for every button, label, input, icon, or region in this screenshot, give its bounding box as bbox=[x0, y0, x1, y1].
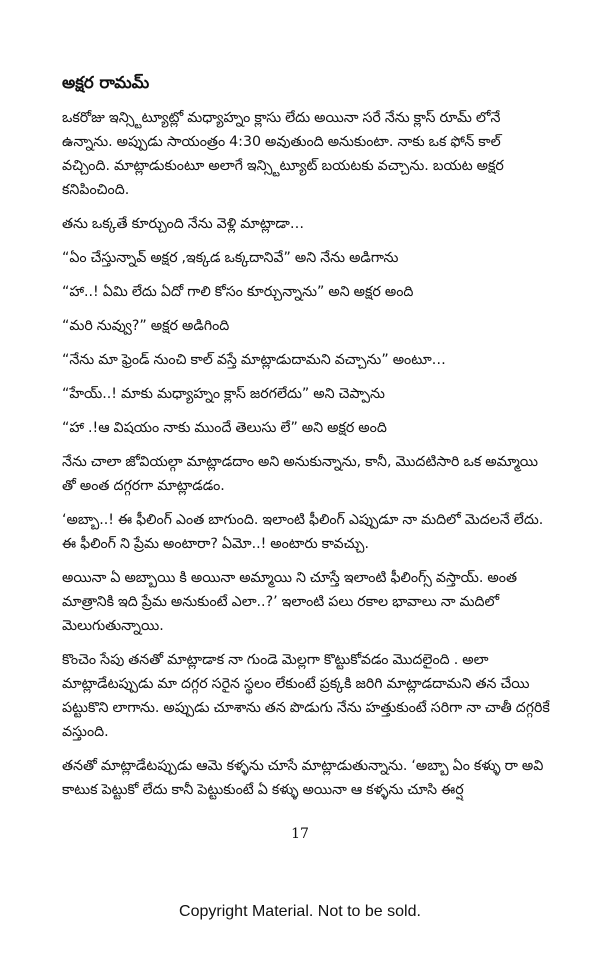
paragraph: “ఏం చేస్తున్నావ్ అక్షర ,ఇక్కడ ఒక్కదానివే” అని నేను అడిగాను bbox=[62, 250, 399, 266]
paragraph: ఒకరోజు ఇన్స్టిట్యూట్లో మధ్యాహ్నం క్లాసు లేదు అయినా సరే నేను క్లాస్ రూమ్ లోనే ఉన్నాను. అప్పుడు సాయంత్రం 4:30 అవుతుంది అనుకుంటా. నాకు ఒక ఫోన్ కాల్ వచ్చింది. మాట్లాడుకుంటూ అలాగే ఇన్స్టిట్యూట్ బయటకు వచ్చాను. బయట అక్షర కనిపించింది. bbox=[62, 110, 504, 198]
paragraph: “హా .!ఆ విషయం నాకు ముందే తెలుసు లే” అని అక్షర అంది bbox=[62, 420, 387, 436]
document-body bbox=[62, 72, 550, 812]
chapter-heading: అక్షర రామమ్ bbox=[62, 73, 150, 92]
paragraph: “హేయ్..! మాకు మధ్యాహ్నం క్లాస్ జరగలేదు” అని చెప్పాను bbox=[62, 386, 385, 402]
copyright-notice: Copyright Material. Not to be sold. bbox=[179, 903, 421, 920]
paragraph: అయినా ఏ అబ్బాయి కి అయినా అమ్మాయి ని చూస్తే ఇలాంటి ఫీలింగ్స్ వస్తాయ్. అంత మాత్రానికి ఇది ప్రేమ అనుకుంటే ఎలా..?’ ఇలాంటి పలు రకాల భావాలు నా మదిలో మెలుగుతున్నాయి. bbox=[62, 570, 517, 634]
paragraph: “మరి నువ్వు?” అక్షర అడిగింది bbox=[62, 318, 230, 334]
paragraph: కొంచెం సేపు తనతో మాట్లాడాక నా గుండె మెల్లగా కొట్టుకోవడం మొదలైంది . అలా మాట్లాడేటప్పుడు మా దగ్గర సరైన స్థలం లేకుంటే ప్రక్కకి జరిగి మాట్లాడదామని తన చేయి పట్టుకొని లాగాను. అప్పుడు చూశాను తన పొడుగు నేను హత్తుకుంటే సరిగా నా చాతీ దగ్గరికే వస్తుంది. bbox=[62, 652, 550, 740]
paragraph: ‘అబ్బా..! ఈ ఫీలింగ్ ఎంత బాగుంది. ఇలాంటి ఫీలింగ్ ఎప్పుడూ నా మదిలో మెదలనే లేదు. ఈ ఫీలింగ్ ని ప్రేమ అంటారా? ఏమో..! అంటారు కావచ్చు. bbox=[62, 512, 544, 552]
paragraph: తను ఒక్కతే కూర్చుంది నేను వెళ్లి మాట్లాడా… bbox=[62, 216, 305, 232]
paragraph: నేను చాలా జోవియల్గా మాట్లాడదాం అని అనుకున్నాను, కానీ, మొదటిసారి ఒక అమ్మాయి తో అంత దగ్గరగా మాట్లాడడం. bbox=[62, 454, 538, 494]
page-number: 17 bbox=[291, 826, 309, 842]
paragraph: “హా..! ఏమి లేదు ఏదో గాలి కోసం కూర్చున్నాను” అని అక్షర అంది bbox=[62, 284, 414, 300]
paragraph: తనతో మాట్లాడేటప్పుడు ఆమె కళ్ళను చూసే మాట్లాడుతున్నాను. ‘అబ్బా ఏం కళ్ళు రా అవి కాటుక పెట్టుకో లేదు కానీ పెట్టుకుంటే ఏ కళ్ళు అయినా ఆ కళ్ళను చూసి ఈర్ష bbox=[62, 758, 544, 798]
paragraph: “నేను మా ఫ్రెండ్ నుంచి కాల్ వస్తే మాట్లాడుదామని వచ్చాను” అంటూ… bbox=[62, 352, 446, 368]
